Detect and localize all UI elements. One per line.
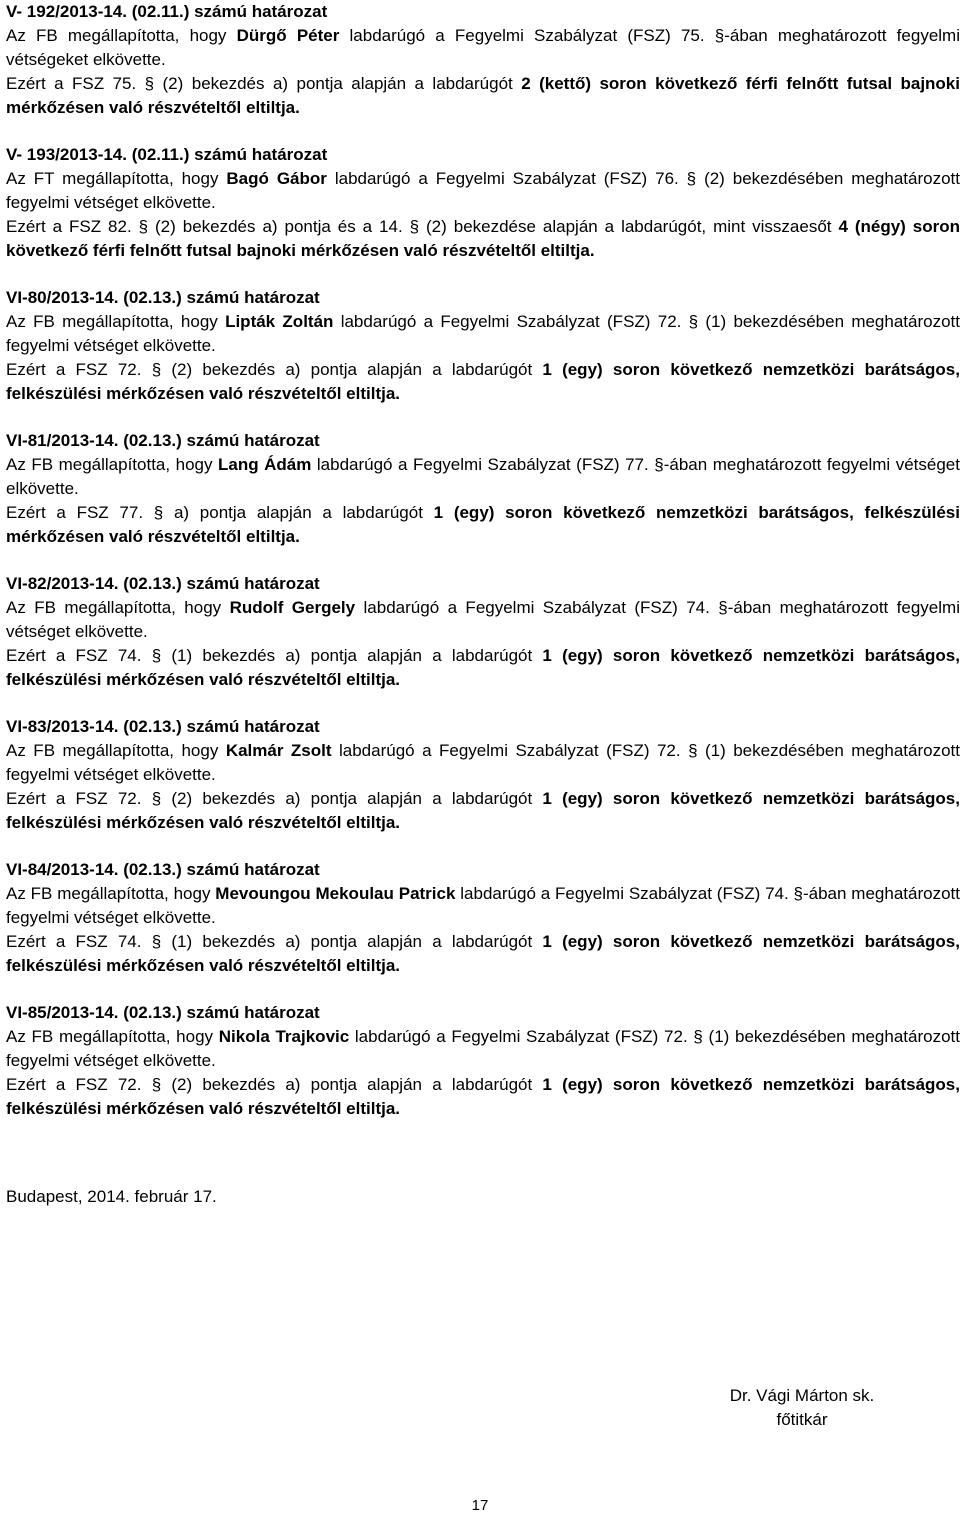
- sanction-text: Ezért a FSZ 82. § (2) bekezdés a) pontja és a 14. § (2) bekezdése alapján a labdarúgót, mint visszaesőt: [6, 217, 839, 236]
- finding-text-post: labdarúgó a Fegyelmi Szabályzat (FSZ) 72. § (1) bekezdésében meghatározott fegyelmi vétséget elkövette.: [6, 1027, 960, 1070]
- decision-finding: [6, 24, 960, 72]
- sanction-bold-text: 2 (kettő) soron következő férfi felnőtt futsal bajnoki mérkőzésen való részvételtől eltiltja.: [6, 74, 960, 117]
- sanction-text: Ezért a FSZ 77. § a) pontja alapján a labdarúgót: [6, 503, 434, 522]
- sanction-bold-text: 1 (egy) soron következő nemzetközi barátságos, felkészülési mérkőzésen való részvételtől eltiltja.: [6, 503, 960, 546]
- finding-text-pre: Az FB megállapította, hogy: [6, 741, 226, 760]
- decision-block: [6, 143, 960, 263]
- sanction-bold-text: 4 (négy) soron következő férfi felnőtt futsal bajnoki mérkőzésen való részvételtől eltiltja.: [6, 217, 960, 260]
- player-name: Bagó Gábor: [226, 169, 327, 188]
- decision-sanction: [6, 215, 960, 263]
- decision-block: [6, 572, 960, 692]
- sanction-text: Ezért a FSZ 75. § (2) bekezdés a) pontja alapján a labdarúgót: [6, 74, 522, 93]
- decision-block: [6, 858, 960, 978]
- finding-text-post: labdarúgó a Fegyelmi Szabályzat (FSZ) 76. § (2) bekezdésében meghatározott fegyelmi vétséget elkövette.: [6, 169, 960, 212]
- decision-finding: [6, 596, 960, 644]
- decision-block: [6, 429, 960, 549]
- decision-title: VI-85/2013-14. (02.13.) számú határozat: [6, 1003, 320, 1022]
- decision-finding: [6, 882, 960, 930]
- finding-text-post: labdarúgó a Fegyelmi Szabályzat (FSZ) 72. § (1) bekezdésében meghatározott fegyelmi vétséget elkövette.: [6, 741, 960, 784]
- decision-sanction: [6, 501, 960, 549]
- signer-name: Dr. Vági Márton sk.: [729, 1386, 875, 1405]
- decision-sanction: [6, 358, 960, 406]
- decision-finding: [6, 1025, 960, 1073]
- decision-block: [6, 286, 960, 406]
- finding-text-pre: Az FB megállapította, hogy: [6, 1027, 219, 1046]
- sanction-bold-text: 1 (egy) soron következő nemzetközi barátságos, felkészülési mérkőzésen való részvételtől eltiltja.: [6, 1075, 960, 1118]
- player-name: Lipták Zoltán: [225, 312, 334, 331]
- player-name: Nikola Trajkovic: [218, 1027, 350, 1046]
- player-name: Dürgő Péter: [236, 26, 340, 45]
- sanction-text: Ezért a FSZ 72. § (2) bekezdés a) pontja alapján a labdarúgót: [6, 1075, 543, 1094]
- signature-block: [711, 1384, 893, 1432]
- decision-sanction: [6, 787, 960, 835]
- finding-text-pre: Az FT megállapította, hogy: [6, 169, 227, 188]
- sanction-bold-text: 1 (egy) soron következő nemzetközi barátságos, felkészülési mérkőzésen való részvételtől eltiltja.: [6, 932, 960, 975]
- sanction-bold-text: 1 (egy) soron következő nemzetközi barátságos, felkészülési mérkőzésen való részvételtől eltiltja.: [6, 646, 960, 689]
- decision-title: VI-80/2013-14. (02.13.) számú határozat: [6, 288, 320, 307]
- finding-text-post: labdarúgó a Fegyelmi Szabályzat (FSZ) 75. §-ában meghatározott fegyelmi vétségeket elkövette.: [6, 26, 960, 69]
- decision-title: V- 193/2013-14. (02.11.) számú határozat: [6, 145, 328, 164]
- place-and-date: Budapest, 2014. február 17.: [6, 1187, 217, 1206]
- sanction-bold-text: 1 (egy) soron következő nemzetközi barátságos, felkészülési mérkőzésen való részvételtől eltiltja.: [6, 360, 960, 403]
- decision-finding: [6, 167, 960, 215]
- decisions-list: [6, 0, 960, 1144]
- page-number: 17: [471, 1497, 489, 1514]
- decision-title: VI-82/2013-14. (02.13.) számú határozat: [6, 574, 320, 593]
- decision-sanction: [6, 644, 960, 692]
- sanction-text: Ezért a FSZ 74. § (1) bekezdés a) pontja alapján a labdarúgót: [6, 932, 543, 951]
- sanction-bold-text: 1 (egy) soron következő nemzetközi barátságos, felkészülési mérkőzésen való részvételtől eltiltja.: [6, 789, 960, 832]
- decision-sanction: [6, 930, 960, 978]
- decision-block: [6, 715, 960, 835]
- decision-title: VI-84/2013-14. (02.13.) számú határozat: [6, 860, 320, 879]
- decision-finding: [6, 310, 960, 358]
- decision-block: [6, 1001, 960, 1121]
- finding-text-post: labdarúgó a Fegyelmi Szabályzat (FSZ) 77. §-ában meghatározott fegyelmi vétséget elkövette.: [6, 455, 960, 498]
- finding-text-pre: Az FB megállapította, hogy: [6, 455, 219, 474]
- finding-text-pre: Az FB megállapította, hogy: [6, 312, 226, 331]
- decision-sanction: [6, 72, 960, 120]
- player-name: Kalmár Zsolt: [225, 741, 332, 760]
- finding-text-post: labdarúgó a Fegyelmi Szabályzat (FSZ) 74. §-ában meghatározott fegyelmi vétséget elkövette.: [6, 598, 960, 641]
- signer-title: főtitkár: [776, 1410, 828, 1429]
- finding-text-post: labdarúgó a Fegyelmi Szabályzat (FSZ) 72. § (1) bekezdésében meghatározott fegyelmi vétséget elkövette.: [6, 312, 960, 355]
- finding-text-pre: Az FB megállapította, hogy: [6, 884, 216, 903]
- decision-title: VI-81/2013-14. (02.13.) számú határozat: [6, 431, 320, 450]
- decision-finding: [6, 739, 960, 787]
- decision-sanction: [6, 1073, 960, 1121]
- finding-text-post: labdarúgó a Fegyelmi Szabályzat (FSZ) 74. §-ában meghatározott fegyelmi vétséget elkövette.: [6, 884, 960, 927]
- sanction-text: Ezért a FSZ 72. § (2) bekezdés a) pontja alapján a labdarúgót: [6, 360, 543, 379]
- decision-finding: [6, 453, 960, 501]
- player-name: Rudolf Gergely: [229, 598, 356, 617]
- finding-text-pre: Az FB megállapította, hogy: [6, 598, 230, 617]
- finding-text-pre: Az FB megállapította, hogy: [6, 26, 237, 45]
- sanction-text: Ezért a FSZ 72. § (2) bekezdés a) pontja alapján a labdarúgót: [6, 789, 543, 808]
- player-name: Lang Ádám: [218, 455, 312, 474]
- decision-title: V- 192/2013-14. (02.11.) számú határozat: [6, 2, 328, 21]
- sanction-text: Ezért a FSZ 74. § (1) bekezdés a) pontja alapján a labdarúgót: [6, 646, 543, 665]
- decision-block: [6, 0, 960, 120]
- decision-title: VI-83/2013-14. (02.13.) számú határozat: [6, 717, 320, 736]
- player-name: Mevoungou Mekoulau Patrick: [215, 884, 456, 903]
